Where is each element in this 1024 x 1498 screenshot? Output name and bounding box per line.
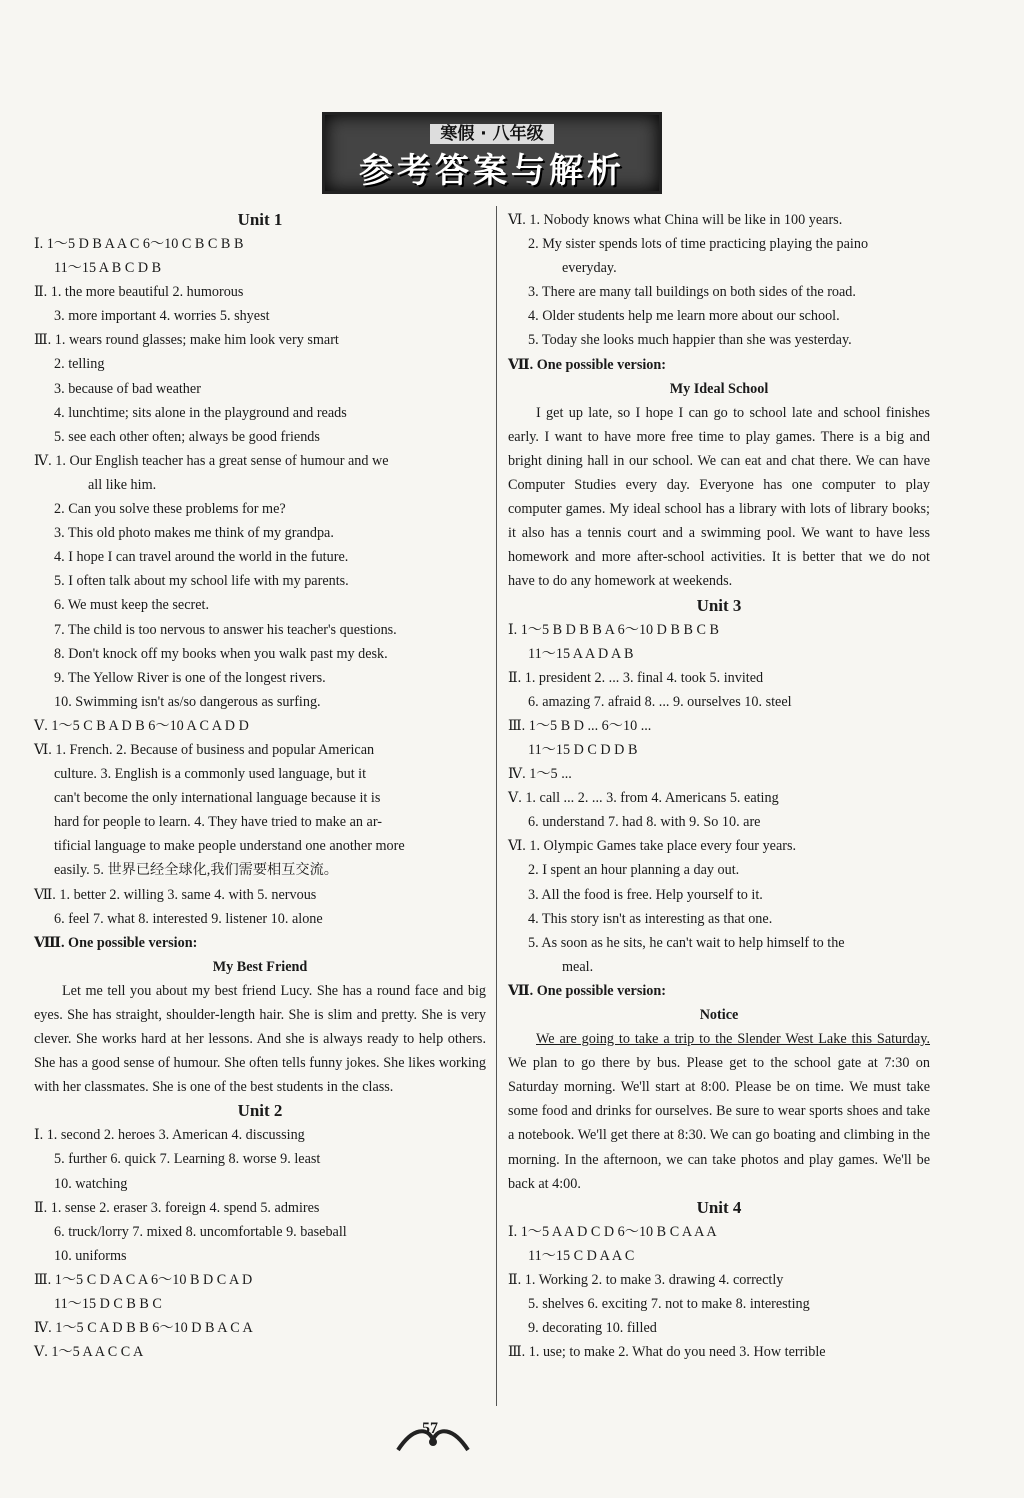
essay-title: My Ideal School <box>669 380 769 397</box>
answer-line: Ⅰ. 1. second 2. heroes 3. American 4. discussing <box>34 1127 305 1144</box>
answer-line: 3. because of bad weather <box>54 380 201 397</box>
answer-line: Ⅳ. 1～5 ... <box>508 766 572 783</box>
answer-line: Ⅳ. 1. Our English teacher has a great sense of humour and we <box>34 452 389 469</box>
right-column <box>508 208 930 1364</box>
unit-heading: Unit 2 <box>237 1101 283 1121</box>
answer-line: 5. see each other often; always be good friends <box>54 428 320 445</box>
answer-line: Ⅱ. 1. the more beautiful 2. humorous <box>34 284 244 301</box>
answer-line: 9. The Yellow River is one of the longest rivers. <box>54 669 326 686</box>
unit-heading: Unit 3 <box>696 595 742 615</box>
answer-line: Ⅲ. 1. use; to make 2. What do you need 3. How terrible <box>508 1344 826 1361</box>
answer-line: Ⅶ. One possible version: <box>508 356 667 373</box>
answer-line: 4. This story isn't as interesting as that one. <box>528 910 773 927</box>
answer-line: Ⅴ. 1～5 A A C C A <box>34 1344 144 1361</box>
answer-line: can't become the only international language because it is <box>54 790 381 807</box>
answer-line: 4. Older students help me learn more about our school. <box>528 308 840 325</box>
answer-line: Ⅱ. 1. sense 2. eraser 3. foreign 4. spend 5. admires <box>34 1199 320 1216</box>
answer-line: 7. The child is too nervous to answer his teacher's questions. <box>54 621 397 638</box>
answer-line: 6. feel 7. what 8. interested 9. listener 10. alone <box>54 910 323 927</box>
answer-line: 5. I often talk about my school life with my parents. <box>54 573 349 590</box>
answer-line: Ⅲ. 1. wears round glasses; make him look very smart <box>34 332 339 349</box>
unit-heading: Unit 1 <box>237 210 283 229</box>
answer-line: culture. 3. English is a commonly used language, but it <box>54 766 367 783</box>
answer-line: 2. My sister spends lots of time practicing playing the paino <box>528 236 869 253</box>
answer-line: 11～15 D C B B C <box>54 1296 162 1313</box>
answer-line: 9. decorating 10. filled <box>528 1320 657 1337</box>
answer-line: 2. I spent an hour planning a day out. <box>528 862 740 879</box>
column-divider <box>496 206 497 1406</box>
essay-paragraph: I get up late, so I hope I can go to school late and school finishes early. I want to have more free time to play games. There is a big and bright dining hall in our school. We can eat and chat there. We can have Computer Studies every day. Everyone has one computer to play computer games. My ideal school has a library with lots of library books; it also has a tennis court and a swimming pool. We want to have less homework and more after-school activities. It is better that we do not have to do any homework at weekends. <box>508 404 930 590</box>
answer-line: 6. understand 7. had 8. with 9. So 10. are <box>528 814 761 831</box>
answer-line: Ⅶ. One possible version: <box>508 982 667 999</box>
left-column <box>34 208 486 1364</box>
essay-paragraph <box>508 1027 930 1196</box>
answer-line: 6. truck/lorry 7. mixed 8. uncomfortable 9. baseball <box>54 1223 347 1240</box>
answer-line: Ⅰ. 1～5 B D B B A 6～10 D B B C B <box>508 621 719 638</box>
essay-title: My Best Friend <box>212 958 308 975</box>
answer-line: Ⅱ. 1. Working 2. to make 3. drawing 4. correctly <box>508 1271 784 1288</box>
answer-line: 2. Can you solve these problems for me? <box>54 501 286 518</box>
answer-line: hard for people to learn. 4. They have tried to make an ar- <box>54 814 382 831</box>
answer-line: 4. I hope I can travel around the world in the future. <box>54 549 349 566</box>
answer-line: 3. All the food is free. Help yourself to it. <box>528 886 763 903</box>
answer-line: 5. As soon as he sits, he can't wait to help himself to the <box>528 934 845 951</box>
answer-line: 5. further 6. quick 7. Learning 8. worse 9. least <box>54 1151 321 1168</box>
answer-line: 6. amazing 7. afraid 8. ... 9. ourselves 10. steel <box>528 693 792 710</box>
answer-line: Ⅵ. 1. Olympic Games take place every four years. <box>508 838 797 855</box>
answer-line: 10. watching <box>54 1175 128 1192</box>
answer-line: Ⅰ. 1～5 A A D C D 6～10 B C A A A <box>508 1223 717 1240</box>
answer-line: Ⅵ. 1. French. 2. Because of business and popular American <box>34 741 375 758</box>
answer-line: Ⅲ. 1～5 B D ... 6～10 ... <box>508 717 652 734</box>
answer-line: 11～15 A A D A B <box>528 645 634 662</box>
answer-line: all like him. <box>88 476 157 493</box>
answer-line: 11～15 D C D D B <box>528 741 638 758</box>
answer-line: 4. lunchtime; sits alone in the playground and reads <box>54 404 347 421</box>
header-title: 参考答案与解析 <box>359 151 625 191</box>
answer-line: 3. This old photo makes me think of my grandpa. <box>54 525 334 542</box>
underlined-text: We are going to take a trip to the Slender West Lake this Saturday. <box>536 1031 930 1048</box>
answer-line: Ⅴ. 1. call ... 2. ... 3. from 4. Americans 5. eating <box>508 790 779 807</box>
answer-line: 11～15 C D A A C <box>528 1247 635 1264</box>
answer-line: Ⅷ. One possible version: <box>34 934 198 951</box>
essay-paragraph: Let me tell you about my best friend Lucy. She has a round face and big eyes. She has straight, shoulder-length hair. She is slim and pretty. She is very clever. She works hard at her lessons. And she is always ready to help others. She has a good sense of humour. She often tells funny jokes. She likes working with her classmates. She is one of the best students in the class. <box>34 982 486 1096</box>
essay-title: Notice <box>699 1007 739 1023</box>
header-subtitle: 寒假 · 八年级 <box>325 119 659 144</box>
answer-line: 6. We must keep the secret. <box>54 597 210 614</box>
answer-line: 3. There are many tall buildings on both sides of the road. <box>528 284 856 301</box>
answer-line: Ⅲ. 1～5 C D A C A 6～10 B D C A D <box>34 1271 253 1288</box>
answer-line: 11～15 A B C D B <box>54 260 162 277</box>
answer-line: Ⅶ. 1. better 2. willing 3. same 4. with 5. nervous <box>34 886 317 903</box>
answer-line: Ⅱ. 1. president 2. ... 3. final 4. took 5. invited <box>508 669 764 686</box>
answer-line: 8. Don't knock off my books when you walk past my desk. <box>54 645 388 662</box>
unit-heading: Unit 4 <box>696 1197 742 1217</box>
answer-line: tificial language to make people understand one another more <box>54 838 405 855</box>
page-header-banner <box>322 112 662 194</box>
answer-line: 10. uniforms <box>54 1247 127 1264</box>
page-number: 57 <box>422 1420 438 1437</box>
essay-text: We plan to go there by bus. Please get to the school gate at 7:30 on Saturday morning. We'll start at 8:00. Please be on time. We must take some food and drinks for ourselves. Be sure to wear sports shoes and take a notebook. We'll get there at 8:30. We can go boating and climbing in the morning. In the afternoon, we can take photos and play games. We'll be back at 4:00. <box>508 1055 930 1192</box>
answer-line: 3. more important 4. worries 5. shyest <box>54 308 270 325</box>
answer-line: easily. 5. 世界已经全球化,我们需要相互交流。 <box>54 862 338 879</box>
answer-line: Ⅰ. 1～5 D B A A C 6～10 C B C B B <box>34 236 244 252</box>
answer-line: everyday. <box>562 260 617 277</box>
answer-line: 5. shelves 6. exciting 7. not to make 8. interesting <box>528 1296 810 1313</box>
answer-line: 10. Swimming isn't as/so dangerous as surfing. <box>54 693 321 710</box>
answer-line: meal. <box>562 958 594 975</box>
answer-line: Ⅵ. 1. Nobody knows what China will be like in 100 years. <box>508 212 843 228</box>
answer-line: 5. Today she looks much happier than she was yesterday. <box>528 332 852 349</box>
answer-line: Ⅴ. 1～5 C B A D B 6～10 A C A D D <box>34 717 249 734</box>
answer-line: 2. telling <box>54 356 105 373</box>
answer-line: Ⅳ. 1～5 C A D B B 6～10 D B A C A <box>34 1320 253 1337</box>
